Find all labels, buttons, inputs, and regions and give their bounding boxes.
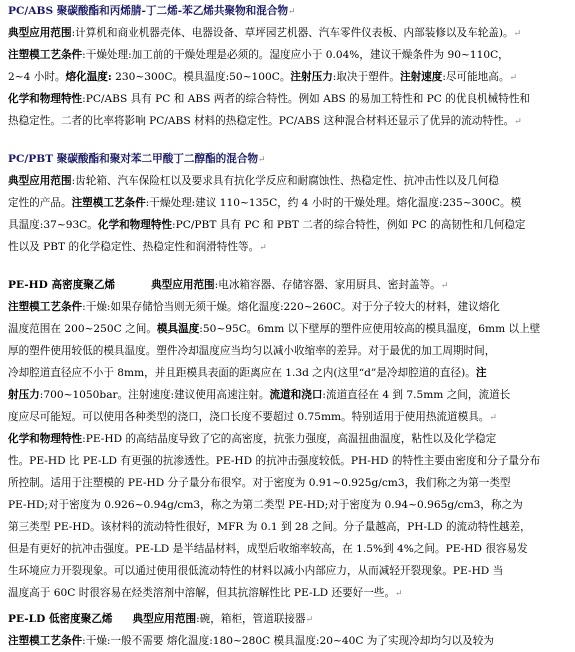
text-line: 定性的产品。注塑模工艺条件:干燥处理:建议 110~135C，约 4 小时的干燥处理。熔化温度:235~300C。模 [8,197,522,209]
section-title-pe-ld: PE-LD 低密度聚乙烯 典型应用范围:碗，箱柜，管道联接器↵ [8,613,314,625]
paragraph-mark-icon: ↵ [288,7,296,17]
text-line: 生环境应力开裂现象。可以通过使用很低流动特性的材料以减小内部应力，从而减轻开裂现象。PE-HD 当 [8,565,504,577]
text-line: 温度高于 60C 时很容易在烃类溶剂中溶解，但其抗溶解性比 PE-LD 还要好一些。↵ [8,587,403,599]
text-line: 注塑模工艺条件:干燥:如果存储恰当则无须干燥。熔化温度:220~260C。对于分子较大的材料，建议熔化 [8,301,500,313]
text-line: 注塑模工艺条件:干燥处理:加工前的干燥处理是必须的。湿度应小于 0.04%，建议干燥条件为 90~110C， [8,49,509,61]
section-title-pe-hd: PE-HD 高密度聚乙烯 典型应用范围:电冰箱容器、存储容器、家用厨具、密封盖等。↵ [8,279,449,291]
text-line: 性。PE-HD 比 PE-LD 有更强的抗渗透性。PE-HD 的抗冲击强度较低。PH-HD 的特性主要由密度和分子量分布 [8,455,541,467]
text-line: 典型应用范围:齿轮箱、汽车保险杠以及要求具有抗化学反应和耐腐蚀性、热稳定性、抗冲击性以及几何稳 [8,175,499,187]
text-line: 化学和物理特性:PC/ABS 具有 PC 和 ABS 两者的综合特性。例如 ABS 的易加工特性和 PC 的优良机械特性和 [8,93,531,105]
text-line: 度应尽可能短。可以使用各种类型的浇口，浇口长度不要超过 0.75mm。特别适用于使用热流道模具。↵ [8,411,497,423]
text-line: 热稳定性。二者的比率将影响 PC/ABS 材料的热稳定性。PC/ABS 这种混合材料还显示了优异的流动特性。↵ [8,115,522,127]
text-line: 具温度:37~93C。化学和物理特性:PC/PBT 具有 PC 和 PBT 二者的综合特性，例如 PC 的高韧性和几何稳定 [8,219,526,231]
text-line: 射压力:700~1050bar。注射速度:建议使用高速注射。流道和浇口:流道直径在 4 到 7.5mm 之间，流道长 [8,389,511,401]
text-line: 2~4 小时。熔化温度: 230~300C。模具温度:50~100C。注射压力:取决于塑件。注射速度:尽可能地高。↵ [8,71,517,83]
text-line: 所控制。适用于注塑模的 PE-HD 分子量分布很窄。对于密度为 0.91~0.925g/cm3，我们称之为第一类型 [8,477,511,489]
text-line: 第三类型 PE-HD。该材料的流动特性很好，MFR 为 0.1 到 28 之间。分子量越高，PH-LD 的流动特性越差， [8,521,531,533]
section-title-pc-abs: PC/ABS 聚碳酸酯和丙烯腈-丁二烯-苯乙烯共聚物和混合物↵ [8,5,296,17]
section-title-pc-pbt: PC/PBT 聚碳酸酯和聚对苯二甲酸丁二醇酯的混合物↵ [8,153,266,165]
text-line: 性以及 PBT 的化学稳定性、热稳定性和润滑特性等。↵ [8,241,267,253]
text-line: 厚的塑件使用较低的模具温度。塑件冷却温度应当均匀以减小收缩率的差异。对于最优的加工周期时间， [8,345,496,357]
text-line: 但是有更好的抗冲击强度。PE-LD 是半结晶材料，成型后收缩率较高，在 1.5%到 4%之间。PE-HD 很容易发 [8,543,528,555]
text-line: 典型应用范围:计算机和商业机器壳体、电器设备、草坪园艺机器、汽车零件仪表板、内部装修以及车轮盖)。↵ [8,27,522,39]
text-line: PE-HD;对于密度为 0.926~0.94g/cm3，称之为第二类型 PE-HD;对于密度为 0.94~0.965g/cm3，称之为 [8,499,523,511]
text-line: 化学和物理特性:PE-HD 的高结晶度导致了它的高密度，抗张力强度，高温扭曲温度，粘性以及化学稳定 [8,433,497,445]
text-line: 温度范围在 200~250C 之间。模具温度:50~95C。6mm 以下壁厚的塑件应使用较高的模具温度，6mm 以上壁 [8,323,541,335]
text-line: 注塑模工艺条件:干燥:一般不需要 熔化温度:180~280C 模具温度:20~40C 为了实现冷却均匀以及较为 [8,635,494,647]
text-line: 冷却腔道直径应不小于 8mm，并且距模具表面的距离应在 1.3d 之内(这里“d”是冷却腔道的直径)。注 [8,367,487,379]
